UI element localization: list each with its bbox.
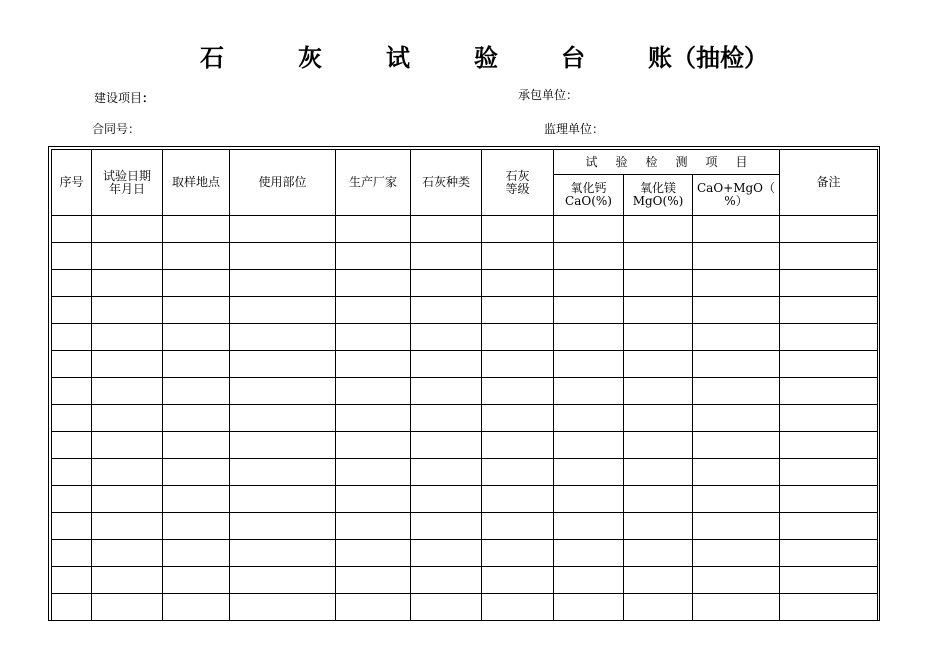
table-cell bbox=[780, 432, 878, 459]
table-cell bbox=[482, 243, 554, 270]
table-cell bbox=[52, 540, 92, 567]
table-cell bbox=[624, 351, 693, 378]
table-cell bbox=[336, 216, 411, 243]
table-cell bbox=[624, 297, 693, 324]
table-cell bbox=[336, 324, 411, 351]
table-cell bbox=[230, 270, 336, 297]
table-cell bbox=[230, 432, 336, 459]
table-cell bbox=[52, 459, 92, 486]
table-row bbox=[52, 351, 878, 378]
table-cell bbox=[554, 297, 624, 324]
table-cell bbox=[624, 243, 693, 270]
table-cell bbox=[411, 351, 482, 378]
test-items-char-3: 检 bbox=[645, 154, 658, 169]
table-cell bbox=[163, 351, 230, 378]
table-cell bbox=[554, 351, 624, 378]
table-row bbox=[52, 567, 878, 594]
table-cell bbox=[554, 378, 624, 405]
ledger-sheet bbox=[48, 146, 880, 621]
table-row bbox=[52, 486, 878, 513]
table-cell bbox=[411, 243, 482, 270]
table-cell bbox=[52, 594, 92, 621]
table-cell bbox=[92, 378, 163, 405]
col-test-date-line1: 试验日期 bbox=[102, 168, 151, 183]
table-cell bbox=[411, 297, 482, 324]
table-cell bbox=[554, 216, 624, 243]
table-cell bbox=[163, 459, 230, 486]
table-cell bbox=[693, 270, 780, 297]
table-cell bbox=[92, 513, 163, 540]
table-cell bbox=[52, 486, 92, 513]
contractor-field bbox=[518, 87, 578, 103]
title-char-3: 试 bbox=[386, 43, 410, 72]
table-cell bbox=[693, 351, 780, 378]
table-cell bbox=[336, 405, 411, 432]
col-seq: 序号 bbox=[52, 150, 92, 216]
table-cell bbox=[482, 297, 554, 324]
supervisor-field bbox=[544, 121, 604, 137]
supervisor-label: 监理单位： bbox=[544, 122, 605, 136]
table-cell bbox=[336, 513, 411, 540]
table-cell bbox=[230, 297, 336, 324]
table-cell bbox=[482, 459, 554, 486]
table-cell bbox=[482, 513, 554, 540]
table-cell bbox=[230, 513, 336, 540]
table-cell bbox=[482, 486, 554, 513]
test-items-char-1: 试 bbox=[585, 154, 598, 169]
table-cell bbox=[693, 405, 780, 432]
table-cell bbox=[92, 432, 163, 459]
header-row-1 bbox=[52, 150, 878, 175]
col-cao-line1: 氧化钙 bbox=[570, 181, 607, 195]
col-test-items bbox=[554, 150, 780, 175]
table-cell bbox=[624, 405, 693, 432]
table-cell bbox=[92, 486, 163, 513]
table-cell bbox=[52, 405, 92, 432]
title-char-5: 台 bbox=[561, 43, 585, 72]
table-cell bbox=[693, 297, 780, 324]
table-cell bbox=[336, 567, 411, 594]
table-cell bbox=[411, 513, 482, 540]
col-mgo bbox=[624, 175, 693, 216]
table-cell bbox=[554, 432, 624, 459]
table-cell bbox=[163, 405, 230, 432]
table-cell bbox=[780, 405, 878, 432]
table-cell bbox=[624, 432, 693, 459]
table-cell bbox=[411, 594, 482, 621]
table-cell bbox=[482, 405, 554, 432]
table-cell bbox=[411, 216, 482, 243]
table-cell bbox=[554, 513, 624, 540]
table-cell bbox=[230, 324, 336, 351]
table-cell bbox=[92, 567, 163, 594]
col-sampling-site: 取样地点 bbox=[163, 150, 230, 216]
table-cell bbox=[336, 351, 411, 378]
table-cell bbox=[92, 297, 163, 324]
col-lime-type: 石灰种类 bbox=[411, 150, 482, 216]
title-char-1: 石 bbox=[200, 43, 224, 72]
table-cell bbox=[693, 567, 780, 594]
table-cell bbox=[163, 324, 230, 351]
col-cao-line2: CaO(%) bbox=[565, 194, 612, 208]
ledger-body bbox=[52, 216, 878, 621]
table-cell bbox=[92, 270, 163, 297]
table-cell bbox=[780, 270, 878, 297]
table-cell bbox=[230, 594, 336, 621]
table-cell bbox=[554, 405, 624, 432]
table-cell bbox=[92, 459, 163, 486]
table-cell bbox=[693, 432, 780, 459]
col-lime-grade-line1: 石灰 bbox=[505, 168, 530, 183]
table-cell bbox=[92, 324, 163, 351]
table-cell bbox=[230, 486, 336, 513]
table-cell bbox=[482, 540, 554, 567]
col-cao-mgo-line1: CaO+MgO（ bbox=[696, 181, 776, 195]
project-label: 建设项目 bbox=[94, 91, 143, 105]
contractor-label: 承包单位： bbox=[518, 88, 579, 102]
table-cell bbox=[624, 513, 693, 540]
table-cell bbox=[693, 540, 780, 567]
table-cell bbox=[780, 567, 878, 594]
table-cell bbox=[163, 432, 230, 459]
table-cell bbox=[230, 216, 336, 243]
table-cell bbox=[92, 405, 163, 432]
table-cell bbox=[624, 567, 693, 594]
table-cell bbox=[624, 540, 693, 567]
table-cell bbox=[780, 378, 878, 405]
table-cell bbox=[230, 378, 336, 405]
project-colon: ： bbox=[142, 91, 155, 105]
table-cell bbox=[336, 594, 411, 621]
table-cell bbox=[336, 486, 411, 513]
test-items-char-2: 验 bbox=[615, 154, 628, 169]
table-cell bbox=[554, 243, 624, 270]
table-cell bbox=[163, 594, 230, 621]
table-cell bbox=[780, 540, 878, 567]
table-cell bbox=[693, 243, 780, 270]
table-cell bbox=[554, 324, 624, 351]
table-cell bbox=[780, 297, 878, 324]
table-cell bbox=[780, 243, 878, 270]
table-row bbox=[52, 513, 878, 540]
table-cell bbox=[230, 567, 336, 594]
table-cell bbox=[163, 243, 230, 270]
contract-field bbox=[92, 121, 140, 137]
table-row bbox=[52, 594, 878, 621]
table-cell bbox=[693, 324, 780, 351]
table-cell bbox=[780, 594, 878, 621]
table-cell bbox=[554, 486, 624, 513]
table-cell bbox=[482, 432, 554, 459]
table-cell bbox=[163, 216, 230, 243]
test-items-char-5: 项 bbox=[705, 154, 718, 169]
table-cell bbox=[336, 243, 411, 270]
table-cell bbox=[336, 540, 411, 567]
project-field bbox=[94, 90, 154, 106]
table-cell bbox=[52, 567, 92, 594]
table-cell bbox=[336, 270, 411, 297]
table-row bbox=[52, 270, 878, 297]
table-cell bbox=[92, 351, 163, 378]
table-cell bbox=[163, 540, 230, 567]
table-cell bbox=[482, 324, 554, 351]
ledger-table bbox=[51, 149, 878, 621]
table-cell bbox=[163, 270, 230, 297]
table-cell bbox=[780, 459, 878, 486]
table-cell bbox=[411, 405, 482, 432]
table-cell bbox=[411, 270, 482, 297]
table-row bbox=[52, 540, 878, 567]
table-cell bbox=[52, 297, 92, 324]
table-cell bbox=[411, 540, 482, 567]
col-lime-grade-line2: 等级 bbox=[505, 181, 530, 196]
table-cell bbox=[52, 513, 92, 540]
col-test-date bbox=[92, 150, 163, 216]
table-cell bbox=[52, 351, 92, 378]
table-cell bbox=[554, 459, 624, 486]
table-cell bbox=[336, 297, 411, 324]
col-usage-part: 使用部位 bbox=[230, 150, 336, 216]
table-cell bbox=[52, 432, 92, 459]
table-cell bbox=[482, 567, 554, 594]
table-row bbox=[52, 378, 878, 405]
table-cell bbox=[163, 486, 230, 513]
table-cell bbox=[482, 216, 554, 243]
table-cell bbox=[624, 324, 693, 351]
col-manufacturer: 生产厂家 bbox=[336, 150, 411, 216]
table-cell bbox=[163, 297, 230, 324]
table-row bbox=[52, 432, 878, 459]
table-cell bbox=[230, 540, 336, 567]
table-cell bbox=[693, 594, 780, 621]
contract-label: 合同号： bbox=[92, 122, 141, 136]
table-cell bbox=[92, 540, 163, 567]
title-char-4: 验 bbox=[474, 43, 498, 72]
table-cell bbox=[482, 378, 554, 405]
table-cell bbox=[482, 270, 554, 297]
table-cell bbox=[92, 594, 163, 621]
title-char-6: 账（抽检） bbox=[648, 43, 768, 72]
table-cell bbox=[624, 270, 693, 297]
table-cell bbox=[411, 567, 482, 594]
table-cell bbox=[554, 594, 624, 621]
table-cell bbox=[336, 378, 411, 405]
col-mgo-line2: MgO(%) bbox=[632, 194, 684, 208]
table-cell bbox=[693, 459, 780, 486]
table-cell bbox=[92, 243, 163, 270]
table-cell bbox=[780, 216, 878, 243]
table-cell bbox=[624, 459, 693, 486]
table-row bbox=[52, 216, 878, 243]
table-cell bbox=[554, 270, 624, 297]
table-cell bbox=[52, 243, 92, 270]
table-cell bbox=[780, 324, 878, 351]
title-char-2: 灰 bbox=[298, 43, 322, 72]
col-lime-grade bbox=[482, 150, 554, 216]
table-cell bbox=[624, 378, 693, 405]
table-cell bbox=[693, 486, 780, 513]
table-cell bbox=[624, 486, 693, 513]
table-cell bbox=[554, 540, 624, 567]
table-cell bbox=[92, 216, 163, 243]
table-cell bbox=[780, 351, 878, 378]
table-cell bbox=[624, 216, 693, 243]
test-items-char-4: 测 bbox=[675, 154, 688, 169]
table-row bbox=[52, 459, 878, 486]
table-cell bbox=[411, 378, 482, 405]
table-cell bbox=[336, 432, 411, 459]
page-title bbox=[0, 40, 950, 76]
col-remarks: 备注 bbox=[780, 150, 878, 216]
table-cell bbox=[780, 486, 878, 513]
table-cell bbox=[624, 594, 693, 621]
table-cell bbox=[693, 378, 780, 405]
table-cell bbox=[230, 459, 336, 486]
table-cell bbox=[336, 459, 411, 486]
table-cell bbox=[482, 594, 554, 621]
table-cell bbox=[411, 324, 482, 351]
col-cao-mgo bbox=[693, 175, 780, 216]
table-cell bbox=[693, 513, 780, 540]
table-cell bbox=[230, 405, 336, 432]
table-cell bbox=[52, 216, 92, 243]
table-cell bbox=[482, 351, 554, 378]
table-row bbox=[52, 297, 878, 324]
table-row bbox=[52, 243, 878, 270]
table-cell bbox=[163, 378, 230, 405]
col-cao-mgo-line2: %） bbox=[724, 194, 748, 208]
table-cell bbox=[230, 243, 336, 270]
table-cell bbox=[411, 486, 482, 513]
table-row bbox=[52, 405, 878, 432]
table-row bbox=[52, 324, 878, 351]
table-cell bbox=[52, 378, 92, 405]
table-cell bbox=[693, 216, 780, 243]
table-cell bbox=[780, 513, 878, 540]
table-cell bbox=[554, 567, 624, 594]
table-cell bbox=[163, 567, 230, 594]
table-cell bbox=[411, 432, 482, 459]
table-cell bbox=[411, 459, 482, 486]
col-test-date-line2: 年月日 bbox=[108, 181, 145, 196]
table-cell bbox=[52, 270, 92, 297]
table-cell bbox=[230, 351, 336, 378]
table-cell bbox=[52, 324, 92, 351]
table-cell bbox=[163, 513, 230, 540]
col-cao bbox=[554, 175, 624, 216]
test-items-char-6: 目 bbox=[735, 154, 748, 169]
col-mgo-line1: 氧化镁 bbox=[639, 181, 676, 195]
